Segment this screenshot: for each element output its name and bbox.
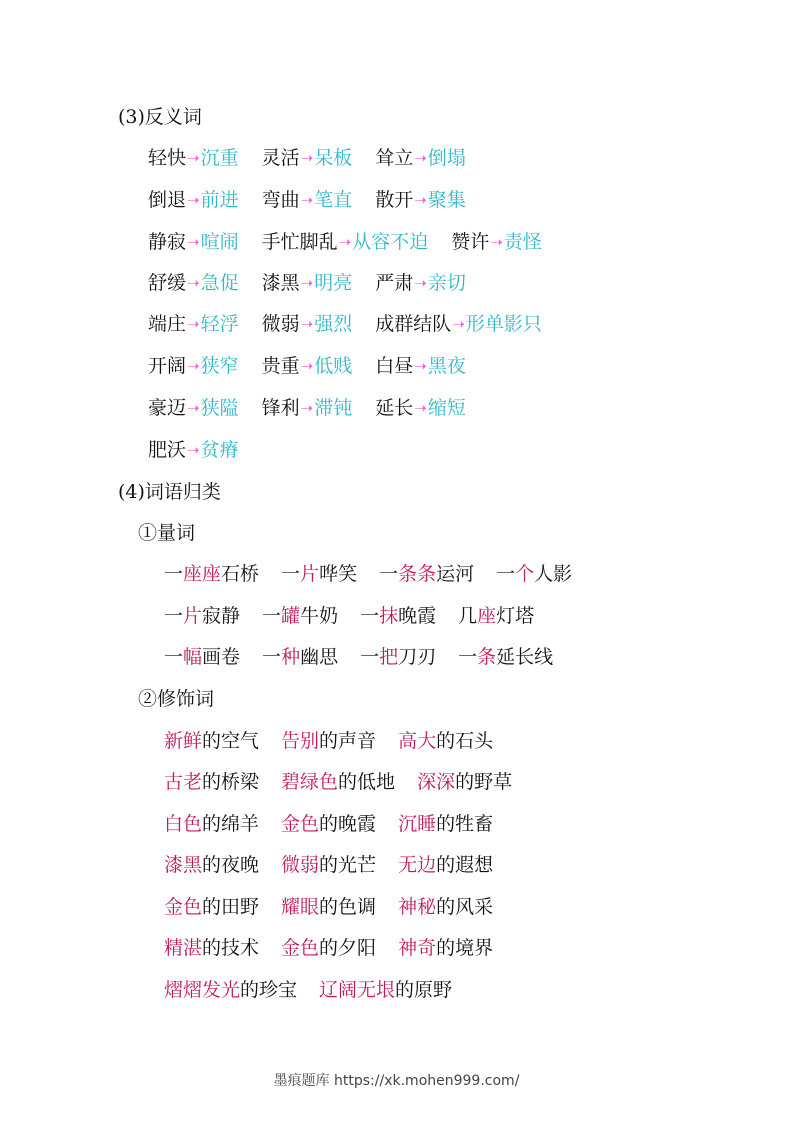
right-arrow-icon: ➝ [187,149,200,167]
phrase-text: 的野草 [455,771,513,793]
right-arrow-icon: ➝ [300,315,314,333]
phrase-text: 的遐想 [436,854,494,876]
phrase-text: 一 [458,646,478,668]
highlighted-word: 白色 [164,813,203,835]
antonym-pair [375,312,542,336]
phrase-text: 一 [262,646,282,668]
antonym-opposite: 低贱 [314,355,353,377]
modifier-row [164,978,474,1002]
antonym-word: 散开 [375,189,414,211]
antonym-pair [262,312,353,336]
right-arrow-icon: ➝ [414,399,427,417]
antonym-opposite: 喧闹 [200,231,239,253]
antonym-pair [262,146,353,170]
phrase [281,770,395,794]
antonym-pair [375,188,466,212]
phrase-text: 的夜晚 [202,854,260,876]
right-arrow-icon: ➝ [414,357,427,375]
highlighted-word: 微弱 [281,854,320,876]
highlighted-word: 神奇 [398,937,437,959]
antonym-opposite: 滞钝 [314,397,353,419]
antonym-row [148,438,262,462]
phrase [164,895,259,919]
antonym-opposite: 黑夜 [427,355,466,377]
highlighted-word: 把 [379,646,399,668]
antonym-pair [262,188,353,212]
measure-row [164,645,575,669]
antonym-word: 延长 [375,397,414,419]
antonym-row [148,271,489,295]
highlighted-word: 沉睡 [398,813,437,835]
phrase [281,729,376,753]
right-arrow-icon: ➝ [300,399,314,417]
highlighted-word: 片 [300,563,320,585]
antonym-word: 灵活 [261,147,300,169]
right-arrow-icon: ➝ [300,149,314,167]
antonym-word: 端庄 [148,313,187,335]
phrase-text: 的低地 [338,771,396,793]
phrase [164,729,259,753]
phrase [398,936,493,960]
antonym-row [148,146,489,170]
phrase-text: 一 [496,563,516,585]
highlighted-word: 告别 [281,730,320,752]
phrase-text: 的光芒 [319,854,377,876]
phrase [262,604,338,628]
phrase [458,604,534,628]
phrase-text: 的石头 [436,730,494,752]
antonym-pair [148,312,239,336]
modifier-words-title: ②修饰词 [138,688,215,710]
antonym-word: 赞许 [451,231,490,253]
right-arrow-icon: ➝ [414,191,427,209]
phrase [417,770,512,794]
phrase-text: 的风采 [436,896,494,918]
highlighted-word: 神秘 [398,896,437,918]
antonym-opposite: 前进 [200,189,239,211]
phrase-text: 幽思 [300,646,339,668]
right-arrow-icon: ➝ [187,441,200,459]
phrase-text: 的夕阳 [319,937,377,959]
right-arrow-icon: ➝ [187,399,200,417]
antonym-opposite: 轻浮 [200,313,239,335]
phrase-text: 的技术 [202,937,260,959]
phrase-text: 运河 [436,563,475,585]
highlighted-word: 片 [183,605,203,627]
phrase [164,978,297,1002]
highlighted-word: 座 [477,605,497,627]
antonym-word: 微弱 [261,313,300,335]
antonym-pair [262,396,353,420]
right-arrow-icon: ➝ [187,274,200,292]
antonym-opposite: 形单影只 [465,313,542,335]
antonym-word: 白昼 [375,355,414,377]
highlighted-word: 条 [477,646,497,668]
antonym-pair [375,146,466,170]
antonym-pair [148,230,239,254]
phrase-text: 刀刃 [398,646,437,668]
antonym-pair [148,188,239,212]
highlighted-word: 辽阔无垠 [319,979,396,1001]
phrase-text: 的晚霞 [319,813,377,835]
right-arrow-icon: ➝ [414,274,427,292]
highlighted-word: 种 [281,646,301,668]
highlighted-word: 座座 [183,563,222,585]
antonym-word: 贵重 [261,355,300,377]
phrase-text: 几 [458,605,478,627]
right-arrow-icon: ➝ [338,233,352,251]
highlighted-word: 幅 [183,646,203,668]
antonym-word: 弯曲 [261,189,300,211]
highlighted-word: 个 [515,563,535,585]
right-arrow-icon: ➝ [300,191,314,209]
antonym-row [148,312,565,336]
phrase [398,853,493,877]
antonym-word: 倒退 [148,189,187,211]
phrase [398,812,493,836]
highlighted-word: 抹 [379,605,399,627]
highlighted-word: 金色 [281,813,320,835]
highlighted-word: 精湛 [164,937,203,959]
phrase-text: 的声音 [319,730,377,752]
antonym-opposite: 亲切 [427,272,466,294]
phrase [164,936,259,960]
antonym-opposite: 强烈 [314,313,353,335]
phrase [281,895,376,919]
phrase-text: 的桥梁 [202,771,260,793]
antonym-opposite: 倒塌 [427,147,466,169]
antonym-opposite: 狭隘 [200,397,239,419]
right-arrow-icon: ➝ [187,233,200,251]
phrase-text: 的田野 [202,896,260,918]
right-arrow-icon: ➝ [300,274,314,292]
antonym-pair [375,354,466,378]
modifier-row [164,853,515,877]
antonym-word: 静寂 [148,231,187,253]
antonym-pair [148,438,239,462]
antonym-pair [148,354,239,378]
right-arrow-icon: ➝ [490,233,503,251]
highlighted-word: 金色 [164,896,203,918]
antonym-word: 耸立 [375,147,414,169]
phrase [164,770,259,794]
phrase-text: 的珍宝 [240,979,298,1001]
antonym-word: 漆黑 [261,272,300,294]
antonym-opposite: 责怪 [503,231,542,253]
phrase-text: 一 [164,563,184,585]
phrase-text: 牛奶 [300,605,339,627]
measure-words-title: ①量词 [138,522,196,544]
phrase-text: 一 [164,646,184,668]
highlighted-word: 条条 [398,563,437,585]
highlighted-word: 高大 [398,730,437,752]
phrase-text: 的色调 [319,896,377,918]
antonym-pair [451,230,542,254]
highlighted-word: 新鲜 [164,730,203,752]
antonym-opposite: 明亮 [314,272,353,294]
phrase [360,604,436,628]
right-arrow-icon: ➝ [300,357,314,375]
phrase-text: 寂静 [202,605,241,627]
highlighted-word: 熠熠发光 [164,979,241,1001]
antonym-word: 肥沃 [148,439,187,461]
antonym-opposite: 笔直 [314,189,353,211]
antonym-pair [148,146,239,170]
antonym-opposite: 从容不迫 [352,231,429,253]
modifier-row [164,812,515,836]
section-4-title: (4)词语归类 [118,481,221,503]
antonym-row [148,354,489,378]
antonym-pair [375,396,466,420]
phrase [281,853,376,877]
antonym-pair [262,230,429,254]
phrase [496,562,572,586]
antonym-pair [148,271,239,295]
antonym-opposite: 贫瘠 [200,439,239,461]
measure-row [164,562,594,586]
phrase [398,729,493,753]
antonym-opposite: 急促 [200,272,239,294]
phrase-text: 一 [360,605,380,627]
antonym-word: 豪迈 [148,397,187,419]
modifier-row [164,936,515,960]
antonym-word: 成群结队 [375,313,452,335]
antonym-word: 轻快 [148,147,187,169]
antonym-opposite: 聚集 [427,189,466,211]
antonym-opposite: 缩短 [427,397,466,419]
right-arrow-icon: ➝ [187,191,200,209]
phrase [458,645,553,669]
phrase [379,562,474,586]
modifier-row [164,895,515,919]
phrase-text: 一 [360,646,380,668]
phrase-text: 的绵羊 [202,813,260,835]
antonym-row [148,230,565,254]
antonym-word: 严肃 [375,272,414,294]
right-arrow-icon: ➝ [452,315,465,333]
phrase-text: 石桥 [221,563,260,585]
antonym-opposite: 狭窄 [200,355,239,377]
phrase-text: 画卷 [202,646,241,668]
phrase [281,562,357,586]
phrase [262,645,338,669]
highlighted-word: 深深 [417,771,456,793]
phrase-text: 一 [379,563,399,585]
footer-watermark: 墨痕题库 https://xk.mohen999.com/ [273,1073,520,1089]
highlighted-word: 金色 [281,937,320,959]
phrase-text: 延长线 [496,646,554,668]
right-arrow-icon: ➝ [414,149,427,167]
right-arrow-icon: ➝ [187,357,200,375]
antonym-word: 舒缓 [148,272,187,294]
phrase-text: 一 [164,605,184,627]
modifier-row [164,770,534,794]
phrase-text: 灯塔 [496,605,535,627]
right-arrow-icon: ➝ [187,315,200,333]
phrase [164,853,259,877]
phrase-text: 晚霞 [398,605,437,627]
highlighted-word: 古老 [164,771,203,793]
phrase-text: 的原野 [395,979,453,1001]
phrase-text: 哗笑 [319,563,358,585]
phrase [164,645,240,669]
antonym-opposite: 沉重 [200,147,239,169]
antonym-pair [262,354,353,378]
phrase-text: 人影 [534,563,573,585]
phrase-text: 一 [262,605,282,627]
phrase-text: 的牲畜 [436,813,494,835]
phrase-text: 的空气 [202,730,260,752]
antonym-opposite: 呆板 [314,147,353,169]
antonym-pair [148,396,239,420]
highlighted-word: 无边 [398,854,437,876]
measure-row [164,604,556,628]
highlighted-word: 罐 [281,605,301,627]
phrase [164,562,259,586]
antonym-row [148,188,489,212]
phrase [281,812,376,836]
phrase [360,645,436,669]
highlighted-word: 碧绿色 [281,771,339,793]
modifier-row [164,729,515,753]
phrase [319,978,452,1002]
phrase [164,812,259,836]
antonym-row [148,396,489,420]
phrase-text: 的境界 [436,937,494,959]
highlighted-word: 耀眼 [281,896,320,918]
phrase [281,936,376,960]
highlighted-word: 漆黑 [164,854,203,876]
antonym-word: 手忙脚乱 [261,231,338,253]
section-3-title: (3)反义词 [118,106,202,128]
phrase [398,895,493,919]
antonym-word: 锋利 [261,397,300,419]
antonym-pair [262,271,353,295]
antonym-pair [375,271,466,295]
phrase-text: 一 [281,563,301,585]
antonym-word: 开阔 [148,355,187,377]
phrase [164,604,240,628]
